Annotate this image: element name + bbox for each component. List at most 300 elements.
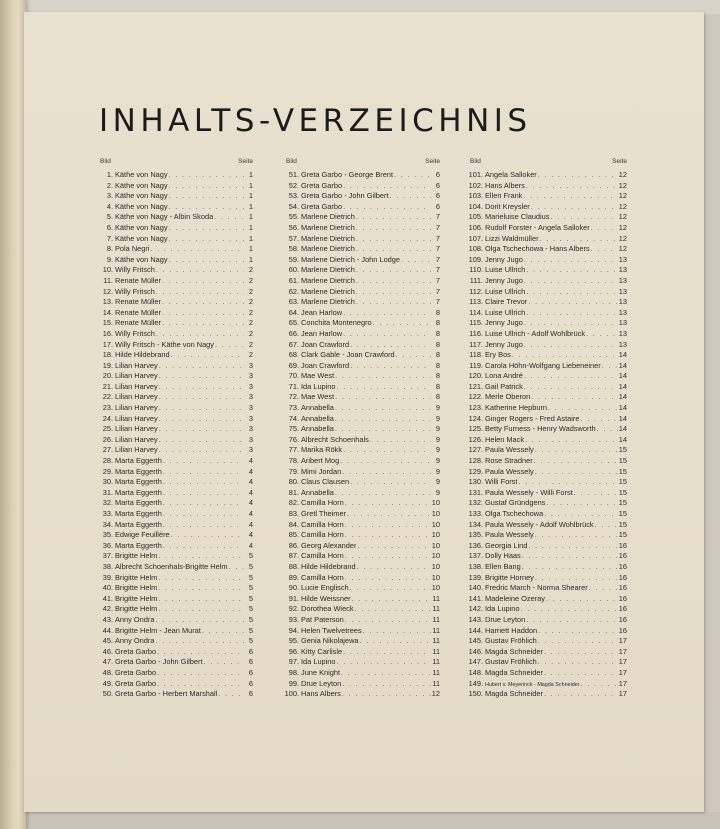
entry-number: 93. xyxy=(288,614,299,624)
entry-name: Madeleine Ozeray xyxy=(485,593,545,603)
entry-name: Annabella xyxy=(301,413,334,423)
index-entry xyxy=(284,414,440,425)
entry-number: 78. xyxy=(288,456,299,466)
entry-page: 11 xyxy=(432,667,440,677)
leader-dots xyxy=(156,287,244,298)
leader-dots xyxy=(355,604,431,615)
entry-number: 64. xyxy=(288,307,299,317)
entry-number: 103. xyxy=(468,191,483,201)
index-entry xyxy=(284,202,440,213)
entry-page: 6 xyxy=(248,689,253,699)
entry-number: 36. xyxy=(102,540,113,550)
entry-number: 48. xyxy=(102,667,113,677)
entry-name: Kitty Carlisle xyxy=(301,646,343,656)
entry-page: 13 xyxy=(618,275,627,285)
entry-name: Greta Garbo - John Gilbert xyxy=(301,191,389,201)
leader-dots xyxy=(158,594,244,605)
leader-dots xyxy=(352,594,431,605)
index-entry xyxy=(284,318,440,329)
entry-page: 12 xyxy=(618,222,627,232)
entry-number: 140. xyxy=(468,583,483,593)
leader-dots xyxy=(356,297,431,308)
leader-dots xyxy=(521,604,618,615)
entry-page: 10 xyxy=(431,572,440,582)
entry-number: 27. xyxy=(102,445,113,455)
entry-number: 53. xyxy=(288,191,299,201)
entry-page: 7 xyxy=(435,275,440,285)
index-entry xyxy=(468,212,627,223)
entry-name: Paula Wessely xyxy=(485,445,534,455)
entry-number: 70. xyxy=(288,371,299,381)
entry-name: Käthe von Nagy xyxy=(115,170,168,179)
leader-dots xyxy=(538,626,618,637)
entry-name: Willy Fritsch xyxy=(115,328,155,338)
entry-name: Mimi Jordan xyxy=(301,466,342,476)
entry-number: 45. xyxy=(102,636,113,646)
entry-page: 7 xyxy=(435,222,440,232)
index-entry xyxy=(284,573,440,584)
entry-page: 4 xyxy=(248,530,253,540)
entry-name: Jean Harlow xyxy=(301,307,343,317)
entry-page: 17 xyxy=(618,636,627,646)
leader-dots xyxy=(524,371,618,382)
index-entry xyxy=(98,445,253,456)
leader-dots xyxy=(155,636,244,647)
leader-dots xyxy=(159,435,244,446)
leader-dots xyxy=(159,424,244,435)
leader-dots xyxy=(171,530,244,541)
index-entry xyxy=(98,191,253,202)
entry-name: Camilla Horn xyxy=(301,498,344,508)
entry-number: 32. xyxy=(102,498,113,508)
index-entry xyxy=(284,615,440,626)
entry-page: 13 xyxy=(618,339,627,349)
entry-page: 1 xyxy=(248,180,253,190)
entry-number: 119. xyxy=(469,360,483,370)
entry-name: Greta Garbo xyxy=(301,180,343,190)
entry-number: 111. xyxy=(469,275,483,285)
leader-dots xyxy=(523,191,617,202)
leader-dots xyxy=(581,679,618,690)
entry-name: Camilla Horn xyxy=(301,551,344,561)
entry-number: 22. xyxy=(102,392,113,402)
index-entry xyxy=(98,509,253,520)
entry-page: 12 xyxy=(618,170,627,179)
index-entry xyxy=(284,308,440,319)
entry-page: 8 xyxy=(435,318,440,328)
leader-dots xyxy=(526,265,618,276)
entry-name: Olga Tschechowa - Hans Albers xyxy=(485,244,590,254)
entry-name: Mae West xyxy=(301,371,335,381)
entry-page: 10 xyxy=(431,530,440,540)
entry-page: 11 xyxy=(432,625,440,635)
entry-name: Willy Fritsch xyxy=(115,265,155,275)
index-entry xyxy=(98,689,253,700)
entry-name: Angela Salloker xyxy=(485,170,537,179)
entry-page: 1 xyxy=(248,201,253,211)
index-entry xyxy=(468,647,627,658)
entry-name: Brigitte Helm xyxy=(115,583,158,593)
index-column-2 xyxy=(284,158,440,700)
leader-dots xyxy=(345,530,431,541)
entry-name: Lilian Harvey xyxy=(115,403,158,413)
entry-number: 147. xyxy=(468,657,483,667)
entry-name: Käthe von Nagy xyxy=(115,201,168,211)
entry-page: 6 xyxy=(248,667,253,677)
entry-name: Käthe von Nagy - Albin Skoda xyxy=(115,212,214,222)
entry-name: Helen Twelvetrees xyxy=(301,625,362,635)
entry-name: Dorit Kreysler xyxy=(485,201,530,211)
index-entry xyxy=(468,509,627,520)
entry-name: Marta Eggerth xyxy=(115,519,162,529)
leader-dots xyxy=(202,626,244,637)
entry-number: 13. xyxy=(102,297,113,307)
entry-name: Gretl Theimer xyxy=(301,509,347,518)
entry-name: Claus Clausen xyxy=(301,477,350,487)
entry-number: 46. xyxy=(102,646,113,656)
entry-name: Albrecht Schoenhals-Brigitte Helm xyxy=(115,561,228,571)
entry-name: Brigitte Helm - Jean Murat xyxy=(115,625,201,635)
index-entry xyxy=(284,435,440,446)
entry-name: Magda Schneider xyxy=(485,667,543,677)
entry-name: Ida Lupino xyxy=(301,381,336,391)
leader-dots xyxy=(356,265,431,276)
entry-page: 10 xyxy=(431,561,440,571)
entry-number: 100. xyxy=(284,689,299,699)
leader-dots xyxy=(524,340,618,351)
entry-page: 1 xyxy=(248,170,253,179)
entry-name: Camilla Horn xyxy=(301,530,344,540)
entry-number: 121. xyxy=(468,381,483,391)
entry-page: 11 xyxy=(432,636,440,646)
entry-name: Renate Müller xyxy=(115,318,162,328)
index-entry xyxy=(98,329,253,340)
index-entry xyxy=(98,255,253,266)
index-column-1 xyxy=(98,158,253,700)
index-entry xyxy=(468,223,627,234)
index-entry xyxy=(468,477,627,488)
entry-page: 13 xyxy=(618,265,627,275)
entry-name: Marlene Dietrich xyxy=(301,275,355,285)
index-entry xyxy=(98,276,253,287)
entry-number: 25. xyxy=(102,424,113,434)
column-header xyxy=(468,158,627,170)
index-entry xyxy=(98,615,253,626)
index-entry xyxy=(284,361,440,372)
entry-number: 3. xyxy=(106,191,113,201)
entry-number: 6. xyxy=(106,222,113,232)
entry-name: Lilian Harvey xyxy=(115,371,158,381)
leader-dots xyxy=(163,467,244,478)
entry-page: 9 xyxy=(435,487,440,497)
entry-page: 17 xyxy=(618,667,627,677)
entry-name: Marlene Dietrich xyxy=(301,222,355,232)
entry-page: 16 xyxy=(618,614,627,624)
index-entry xyxy=(284,668,440,679)
entry-page: 12 xyxy=(618,180,627,190)
entry-page: 17 xyxy=(618,646,627,656)
entry-name: Lilian Harvey xyxy=(115,413,158,423)
leader-dots xyxy=(335,488,431,499)
entry-number: 122. xyxy=(468,392,483,402)
entry-page: 7 xyxy=(435,212,440,222)
entry-number: 8. xyxy=(106,244,113,254)
entry-number: 24. xyxy=(102,413,113,423)
entry-number: 76. xyxy=(288,434,299,444)
entry-name: Joan Crawford xyxy=(301,360,350,370)
leader-dots xyxy=(524,318,618,329)
entry-number: 145. xyxy=(468,636,483,646)
entry-page: 3 xyxy=(248,381,253,391)
entry-page: 4 xyxy=(248,540,253,550)
leader-dots xyxy=(163,520,244,531)
entry-number: 14. xyxy=(102,307,113,317)
entry-name: Greta Garbo - John Gilbert xyxy=(115,657,203,667)
entry-number: 57. xyxy=(288,233,299,243)
leader-dots xyxy=(345,551,431,562)
entry-number: 69. xyxy=(288,360,299,370)
leader-dots xyxy=(363,626,431,637)
entry-page: 3 xyxy=(248,392,253,402)
entry-name: Georg Alexander xyxy=(301,540,357,550)
index-entry xyxy=(98,467,253,478)
entry-name: Ellen Frank xyxy=(485,191,523,201)
leader-dots xyxy=(340,456,431,467)
index-entry xyxy=(98,403,253,414)
index-entry xyxy=(284,551,440,562)
leader-dots xyxy=(345,573,431,584)
entry-page: 12 xyxy=(618,212,627,222)
index-entry xyxy=(284,467,440,478)
leader-dots xyxy=(591,223,618,234)
entry-number: 109. xyxy=(468,254,483,264)
entry-page: 2 xyxy=(248,339,253,349)
column-header xyxy=(98,158,253,170)
entry-name: Jenny Jugo xyxy=(485,318,523,328)
index-entry xyxy=(98,520,253,531)
entry-number: 146. xyxy=(468,646,483,656)
entry-number: 38. xyxy=(102,561,113,571)
leader-dots xyxy=(163,456,244,467)
entry-name: Marta Eggerth xyxy=(115,466,162,476)
entry-name: Gustaf Gründgens xyxy=(485,498,546,508)
entry-page: 9 xyxy=(435,403,440,413)
entry-number: 43. xyxy=(102,614,113,624)
index-entry xyxy=(98,212,253,223)
index-entry xyxy=(468,308,627,319)
entry-page: 6 xyxy=(248,646,253,656)
entry-number: 99. xyxy=(288,678,299,688)
leader-dots xyxy=(345,520,431,531)
entry-number: 17. xyxy=(102,339,113,349)
leader-dots xyxy=(345,615,431,626)
leader-dots xyxy=(370,435,431,446)
entry-name: Lilian Harvey xyxy=(115,445,158,455)
entry-number: 104. xyxy=(468,201,483,211)
index-entry xyxy=(284,212,440,223)
index-entry xyxy=(98,668,253,679)
entry-page: 3 xyxy=(248,371,253,381)
entry-name: Carola Höhn-Wolfgang Liebeneiner xyxy=(485,360,601,370)
index-entry xyxy=(468,498,627,509)
entry-page: 9 xyxy=(435,456,440,466)
index-entry xyxy=(98,562,253,573)
index-entry xyxy=(98,350,253,361)
entry-number: 87. xyxy=(288,551,299,561)
leader-dots xyxy=(169,223,244,234)
index-entry xyxy=(284,276,440,287)
leader-dots xyxy=(156,329,244,340)
entry-number: 49. xyxy=(102,678,113,688)
entry-name: Renate Müller xyxy=(115,307,162,317)
entry-page: 16 xyxy=(618,593,627,603)
entry-number: 34. xyxy=(102,519,113,529)
entry-number: 92. xyxy=(288,604,299,614)
entry-page: 8 xyxy=(435,339,440,349)
index-entry xyxy=(98,530,253,541)
index-entry xyxy=(98,382,253,393)
entry-name: Olga Tschechowa xyxy=(485,509,544,518)
entry-number: 82. xyxy=(288,498,299,508)
entry-number: 141. xyxy=(468,593,483,603)
index-entry xyxy=(468,424,627,435)
entry-number: 77. xyxy=(288,445,299,455)
leader-dots xyxy=(215,340,244,351)
entry-number: 65. xyxy=(288,318,299,328)
index-entry xyxy=(98,604,253,615)
leader-dots xyxy=(162,276,244,287)
entry-number: 126. xyxy=(468,434,483,444)
leader-dots xyxy=(218,689,244,700)
entry-page: 1 xyxy=(248,212,253,222)
entry-number: 128. xyxy=(468,456,483,466)
entry-page: 11 xyxy=(432,657,440,667)
entry-number: 62. xyxy=(288,286,299,296)
column-header-seite: Seite xyxy=(238,158,253,165)
column-header-bild: Bild xyxy=(286,158,297,165)
index-entry xyxy=(284,689,440,700)
entry-page: 14 xyxy=(618,392,627,402)
index-entry xyxy=(468,615,627,626)
entry-page: 13 xyxy=(618,328,627,338)
entry-name: Katherine Hepburn xyxy=(485,403,548,413)
entry-number: 35. xyxy=(102,530,113,540)
entry-number: 95. xyxy=(288,636,299,646)
entry-page: 4 xyxy=(248,519,253,529)
entry-name: Albrecht Schoenhals xyxy=(301,434,369,444)
leader-dots xyxy=(356,287,431,298)
leader-dots xyxy=(343,202,431,213)
leader-dots xyxy=(357,562,431,573)
index-entry xyxy=(468,297,627,308)
entry-name: Jenny Jugo xyxy=(485,275,523,285)
entry-page: 3 xyxy=(248,434,253,444)
leader-dots xyxy=(335,392,431,403)
index-entry xyxy=(468,265,627,276)
entry-name: Greta Garbo xyxy=(115,667,157,677)
entry-number: 19. xyxy=(102,360,113,370)
entry-page: 17 xyxy=(618,657,627,667)
index-entry xyxy=(468,371,627,382)
entry-name: Gustav Fröhlich xyxy=(485,636,537,646)
entry-name: Willi Forst xyxy=(485,477,518,487)
entry-name: Lucie Englisch xyxy=(301,583,349,593)
index-entry xyxy=(468,340,627,351)
index-entry xyxy=(468,668,627,679)
entry-name: Joan Crawford xyxy=(301,339,350,349)
entry-number: 5. xyxy=(106,212,113,222)
column-header-seite: Seite xyxy=(425,158,440,165)
entry-page: 17 xyxy=(618,689,627,699)
index-entry xyxy=(284,626,440,637)
leader-dots xyxy=(335,371,431,382)
index-entry xyxy=(284,329,440,340)
entry-name: Jean Harlow xyxy=(301,328,343,338)
entry-page: 7 xyxy=(435,233,440,243)
entry-number: 113. xyxy=(469,297,483,307)
entry-name: Brigitte Helm xyxy=(115,551,158,561)
entry-name: Jenny Jugo xyxy=(485,254,523,264)
entry-page: 11 xyxy=(432,614,440,624)
entry-number: 123. xyxy=(468,403,483,413)
entry-name: Brigitte Helm xyxy=(115,604,158,614)
entry-name: Hans Albers xyxy=(485,180,525,190)
entry-number: 10. xyxy=(102,265,113,275)
index-entry xyxy=(284,583,440,594)
entry-page: 14 xyxy=(618,424,627,434)
index-entry xyxy=(98,318,253,329)
entry-page: 3 xyxy=(248,360,253,370)
entry-name: Marika Rökk xyxy=(301,445,343,455)
leader-dots xyxy=(551,212,618,223)
leader-dots xyxy=(342,467,431,478)
entry-name: Käthe von Nagy xyxy=(115,254,168,264)
leader-dots xyxy=(544,668,618,679)
leader-dots xyxy=(169,202,244,213)
index-entry xyxy=(284,657,440,668)
index-entry xyxy=(468,541,627,552)
leader-dots xyxy=(337,657,431,668)
entry-page: 2 xyxy=(248,265,253,275)
entry-number: 139. xyxy=(468,572,483,582)
index-entry xyxy=(98,392,253,403)
index-entry xyxy=(284,244,440,255)
index-entry xyxy=(98,679,253,690)
entry-number: 134. xyxy=(468,519,483,529)
leader-dots xyxy=(157,668,244,679)
entry-page: 6 xyxy=(248,657,253,667)
entry-name: Lilian Harvey xyxy=(115,381,158,391)
leader-dots xyxy=(342,679,431,690)
column-header-seite: Seite xyxy=(612,158,627,165)
index-entry xyxy=(468,626,627,637)
entry-page: 8 xyxy=(435,392,440,402)
leader-dots xyxy=(524,382,618,393)
leader-dots xyxy=(156,265,244,276)
background-bottom xyxy=(0,812,720,829)
entry-number: 54. xyxy=(288,201,299,211)
entry-page: 1 xyxy=(248,233,253,243)
entry-number: 136. xyxy=(468,540,483,550)
entry-page: 12 xyxy=(618,233,627,243)
leader-dots xyxy=(158,604,244,615)
entry-name: Rudolf Forster - Angela Salloker xyxy=(485,222,590,232)
index-entry xyxy=(468,234,627,245)
entry-name: Annabella xyxy=(301,487,334,497)
entry-number: 105. xyxy=(468,212,483,222)
entry-page: 6 xyxy=(435,180,440,190)
entry-number: 4. xyxy=(106,201,113,211)
